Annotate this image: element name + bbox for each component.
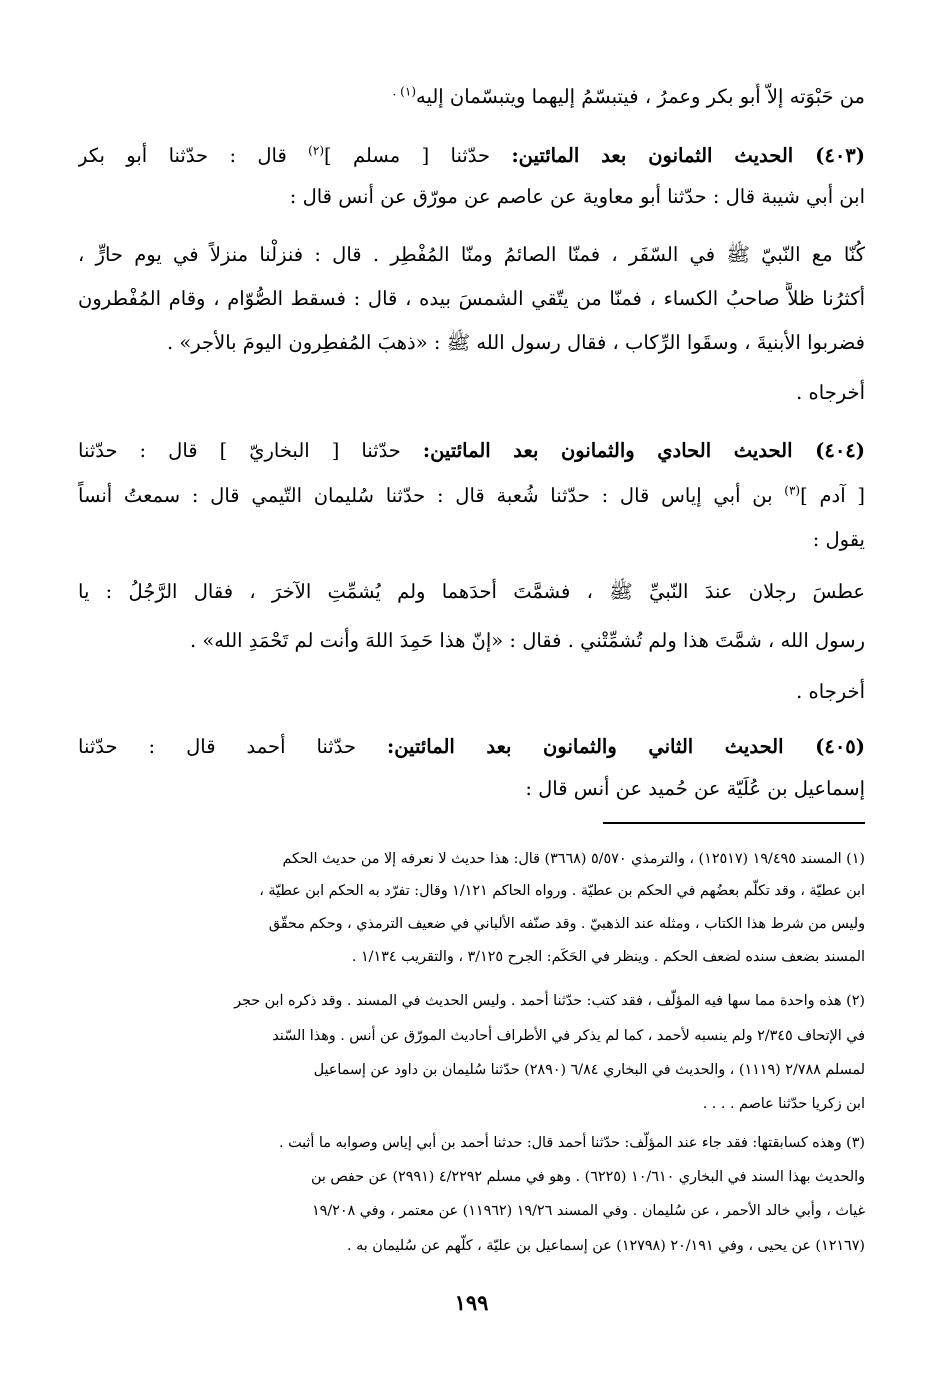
footnote-line: ابن زكريا حدّثنا عاصم . . . . xyxy=(702,1096,865,1112)
footnote-line: ابن عطيّة ، وقد تكلّم بعضُهم في الحكم بن عطيّة . ورواه الحاكم ١/١٢١ وقال: تفرّد به الحكم ابن عطيّة ، xyxy=(259,883,865,899)
text-line: يقول : xyxy=(812,528,865,551)
text-line: [ آدم ]$^{(٣)}$ بن أبي إياس قال : حدّثنا شُعبة قال : حدّثنا سُليمان التّيمي قال : سمعتُ أنساً xyxy=(78,483,865,507)
footnote-line: لمسلم ٢/٧٨٨ (١١١٩) ، والحديث في البخاري ٦/٨٤ (٢٨٩٠) حدّثنا سُليمان بن داود عن إسماعيل xyxy=(313,1062,865,1078)
hadith-text: فضربوا الأبنيةَ ، وسقَوا الرِّكاب ، فقال رسول الله ﷺ : «ذهبَ المُفطِرون اليومَ بالأجر» . xyxy=(166,331,865,354)
footnote-marker[interactable]: (١) . xyxy=(392,84,416,99)
footnote-line: والحديث بهذا السند في البخاري ١٠/٦١٠ (٦٢٢٥) . وهو في مسلم ٤/٢٢٩٢ (٢٩٩١) عن حفص بن xyxy=(310,1169,865,1185)
footnote-line: غياث ، وأبي خالد الأحمر ، عن سُليمان . وفي المسند ١٩/٢٦ (١١٩٦٢) عن معتمر ، وفي ١٩/٢٠٨ xyxy=(311,1203,865,1219)
text-line: من حَبْوَته إلاّ أبو بكر وعمرُ ، فيتبسّمُ إليهما ويتبسّمان إليه$^{(١) .}$ xyxy=(392,84,865,108)
hadith-heading-404: (٤٠٤) الحديث الحادي والثمانون بعد المائتين: حدّثنا [ البخاريّ ] قال : حدّثنا xyxy=(78,439,865,462)
page-number: ١٩٩ xyxy=(454,1290,489,1315)
hadith-text: رسول الله ، شمَّتَ هذا ولم تُشمِّتْني . فقال : «إنّ هذا حَمِدَ اللهَ وأنت لم تَحْمَدِ الله» . xyxy=(189,629,865,652)
footnote-line: (١٢١٦٧) عن يحيى ، وفي ٢٠/١٩١ (١٢٧٩٨) عن إسماعيل بن عليّة ، كلّهم عن سُليمان به . xyxy=(347,1238,865,1254)
hadith-heading-403: (٤٠٣) الحديث الثمانون بعد المائتين: حدّثنا [ مسلم ]$^{(٢)}$ قال : حدّثنا أبو بكر xyxy=(78,143,865,167)
footnote-line: وليس من شرط هذا الكتاب ، ومثله عند الذهبيّ . وقد صنّفه الألباني في ضعيف الترمذي ، وحكم محقّق xyxy=(268,916,865,932)
footnote-marker[interactable]: (٢) xyxy=(308,143,324,158)
text-line: ابن أبي شيبة قال : حدّثنا أبو معاوية عن عاصم عن مورّق عن أنس قال : xyxy=(289,185,865,208)
text-line: إسماعيل بن عُلَيّة عن حُميد عن أنس قال : xyxy=(525,777,865,800)
footnote-line: (١) المسند ١٩/٤٩٥ (١٢٥١٧) ، والترمذي ٥/٥٧٠ (٣٦٦٨) قال: هذا حديث لا نعرفه إلا من حديث الحكم xyxy=(282,851,865,867)
hadith-text: عطسَ رجلان عندَ النّبيِّ ﷺ ، فشمَّتَ أحدَهما ولم يُشمِّتِ الآخرَ ، فقال الرَّجُلُ : يا xyxy=(78,580,865,603)
footnote-separator xyxy=(603,822,865,824)
footnote-line: في الإتحاف ٢/٣٤٥ ولم ينسبه لأحمد ، كما لم يذكر في الأطراف أحاديث المورّق عن أنس . وهذا السّند xyxy=(272,1028,865,1044)
footnote-line: المسند بضعف سنده لضعف الحكم . وينظر في الحَكَم: الجرح ٣/١٢٥ ، والتقريب ١/١٣٤ . xyxy=(351,949,865,965)
footnote-line: (٢) هذه واحدة مما سها فيه المؤلّف ، فقد كتب: حدّثنا أحمد . وليس الحديث في المسند . وقد ذكره ابن حجر xyxy=(234,993,865,1009)
footnote-marker[interactable]: (٣) xyxy=(784,483,801,498)
hadith-heading-405: (٤٠٥) الحديث الثاني والثمانون بعد المائتين: حدّثنا أحمد قال : حدّثنا xyxy=(78,735,865,758)
takhrij-line: أخرجاه . xyxy=(796,381,865,404)
takhrij-line: أخرجاه . xyxy=(796,680,865,703)
footnote-line: (٣) وهذه كسابقتها: فقد جاء عند المؤلّف: حدّثنا أحمد قال: حدثنا أحمد بن أبي إياس وصوابه ما أثبت . xyxy=(278,1135,865,1151)
hadith-text: أكثرُنا ظلاًّ صاحبُ الكساء ، فمنّا من يتّقي الشمسَ بيده ، قال : فسقط الصُّوّام ، وقام المُفْطرون xyxy=(78,287,865,310)
hadith-text: كُنّا مع النّبيّ ﷺ في السّفَر ، فمنّا الصائمُ ومنّا المُفْطِر . قال : فنزلْنا منزلاً في يوم حارٍّ ، xyxy=(78,243,865,266)
